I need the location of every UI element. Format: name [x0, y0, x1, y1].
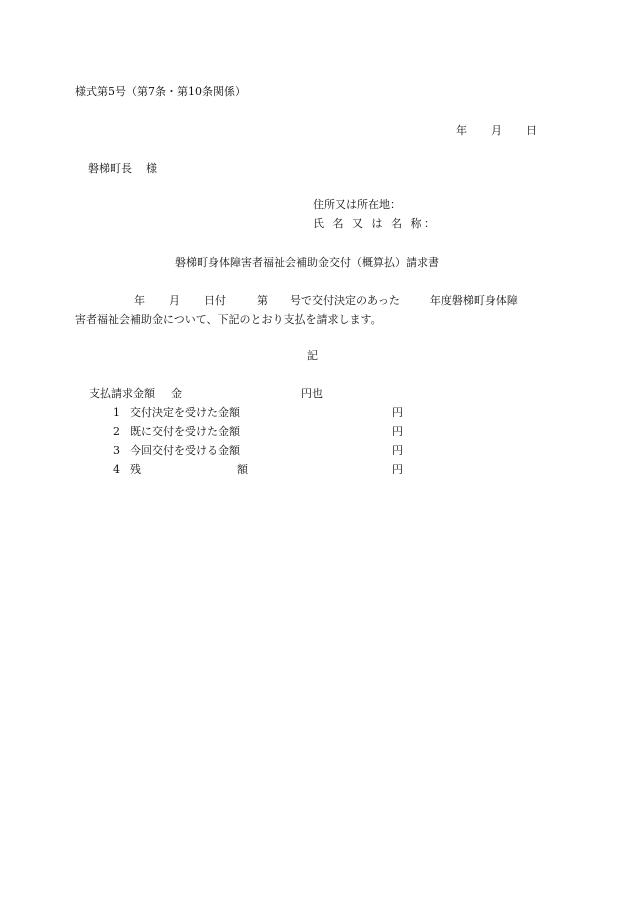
address-label: 住所又は所在地：	[313, 198, 401, 211]
item-label: 交付決定を受けた金額	[130, 406, 240, 419]
body-year: 年	[134, 294, 145, 307]
item-unit: 円	[392, 444, 403, 457]
item-label-part-b: 額	[237, 463, 248, 476]
item-unit: 円	[392, 463, 403, 476]
body-fiscal-year-text: 年度磐梯町身体障	[429, 294, 518, 307]
addressee-honorific: 様	[146, 162, 157, 175]
payment-label: 支払請求金額	[89, 387, 155, 400]
date-day: 日	[526, 124, 537, 137]
item-label: 既に交付を受けた金額	[130, 425, 240, 438]
item-number: 1	[113, 406, 120, 419]
body-line-2: 害者福祉会補助金について、下記のとおり支払を請求します。	[75, 313, 382, 326]
body-dai: 第	[257, 294, 268, 307]
addressee-name: 磐梯町長	[88, 162, 132, 175]
body-day: 日付	[204, 294, 226, 307]
date-line	[456, 125, 537, 136]
item-label-part-a: 残	[130, 463, 141, 476]
body-line-1	[134, 295, 518, 306]
body-month: 月	[169, 294, 180, 307]
item-number: 4	[113, 463, 120, 476]
name-label: 氏 名 又 は 名 称：	[313, 217, 438, 230]
list-item	[113, 426, 403, 437]
list-item	[113, 407, 403, 418]
item-label: 今回交付を受ける金額	[130, 444, 240, 457]
payment-amount-row	[89, 388, 323, 399]
item-number: 3	[113, 444, 120, 457]
document-title: 磐梯町身体障害者福祉会補助金交付（概算払）請求書	[175, 256, 439, 269]
payment-yen-nari: 円也	[301, 387, 323, 400]
body-go-text: 号で交付決定のあった	[290, 294, 400, 307]
date-month: 月	[491, 124, 502, 137]
date-year: 年	[456, 124, 467, 137]
form-number: 様式第5号（第7条・第10条関係）	[75, 85, 246, 98]
item-number: 2	[113, 425, 120, 438]
ki-heading: 記	[307, 349, 318, 362]
item-label	[130, 464, 248, 475]
addressee	[88, 163, 157, 174]
list-item	[113, 464, 403, 475]
payment-kin: 金	[171, 387, 182, 400]
item-unit: 円	[392, 425, 403, 438]
list-item	[113, 445, 403, 456]
item-unit: 円	[392, 406, 403, 419]
